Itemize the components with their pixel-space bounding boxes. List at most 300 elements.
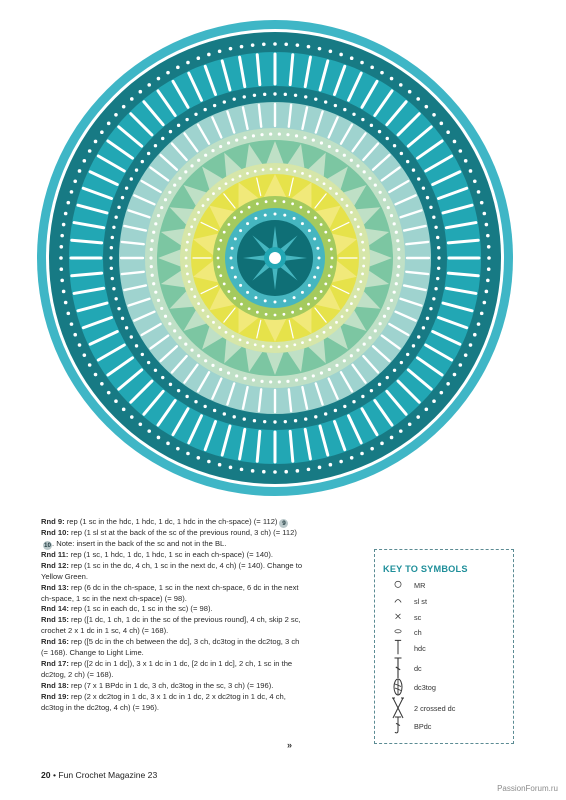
key-label: dc [414, 663, 422, 673]
lace-hole [406, 353, 409, 356]
key-label: dc3tog [414, 682, 436, 692]
lace-hole [284, 420, 287, 423]
lace-hole [252, 379, 255, 382]
lace-hole [313, 276, 316, 279]
lace-hole [194, 113, 197, 116]
key-row [375, 677, 515, 695]
lace-hole [66, 312, 70, 316]
round-instruction [41, 528, 306, 550]
lace-hole [360, 61, 364, 65]
lace-hole [331, 257, 334, 260]
lace-hole [117, 206, 120, 209]
lace-hole [262, 345, 265, 348]
lace-hole [231, 335, 234, 338]
lace-hole [283, 214, 286, 217]
lace-hole [66, 201, 70, 205]
lace-hole [324, 100, 327, 103]
lace-hole [278, 380, 281, 383]
lace-hole [446, 382, 450, 386]
lace-hole [273, 42, 277, 46]
lace-hole [160, 206, 163, 209]
lace-hole [294, 419, 297, 422]
lace-hole [151, 274, 154, 277]
lace-hole [217, 266, 220, 269]
lace-hole [135, 344, 138, 347]
lace-hole [88, 363, 92, 367]
lace-hole [274, 213, 277, 216]
lace-hole [70, 322, 74, 326]
lace-hole [330, 266, 333, 269]
lace-hole [437, 246, 440, 249]
lace-hole [186, 452, 190, 456]
lace-hole [425, 105, 429, 109]
lace-hole [436, 236, 439, 239]
lace-hole [440, 391, 444, 395]
lace-hole [299, 206, 302, 209]
lace-hole [485, 290, 489, 294]
round-instruction [41, 615, 306, 637]
lace-hole [386, 137, 389, 140]
round-label: Rnd 16: [41, 637, 69, 647]
lace-hole [284, 470, 288, 474]
key-label: 2 crossed dc [414, 703, 456, 713]
lace-hole [422, 186, 425, 189]
pattern-instructions [41, 517, 306, 714]
lace-hole [223, 231, 226, 234]
key-label: MR [414, 580, 426, 590]
lace-hole [432, 297, 435, 300]
lace-hole [233, 297, 236, 300]
footer-bullet: • [52, 770, 56, 780]
lace-hole [186, 241, 189, 244]
round-instruction [41, 583, 306, 605]
lace-hole [246, 341, 249, 344]
lace-hole [233, 415, 236, 418]
lace-hole [286, 345, 289, 348]
lace-hole [203, 108, 206, 111]
round-label: Rnd 9: [41, 517, 65, 526]
lace-hole [283, 313, 286, 316]
lace-hole [318, 466, 322, 470]
lace-hole [112, 226, 115, 229]
lace-hole [485, 223, 489, 227]
lace-hole [235, 138, 238, 141]
lace-hole [383, 315, 386, 318]
half-double-crochet-icon [391, 639, 405, 657]
lace-hole [190, 225, 193, 228]
lace-hole [188, 233, 191, 236]
lace-hole [202, 204, 205, 207]
round-instruction [41, 550, 306, 561]
lace-hole [329, 463, 333, 467]
lace-hole [78, 343, 82, 347]
lace-hole [406, 160, 409, 163]
lace-hole [73, 180, 77, 184]
lace-hole [453, 373, 457, 377]
lace-hole [301, 172, 304, 175]
lace-hole [248, 307, 251, 310]
key-label: BPdc [414, 721, 432, 731]
lace-hole [246, 291, 249, 294]
key-label: ch [414, 627, 422, 637]
lace-hole [361, 241, 364, 244]
lace-hole [219, 145, 222, 148]
lace-hole [125, 186, 128, 189]
lace-hole [94, 140, 98, 144]
lace-hole [212, 192, 215, 195]
lace-hole [239, 284, 242, 287]
lace-hole [328, 274, 331, 277]
key-row [375, 717, 515, 735]
round-text: rep ([5 dc in the ch between the dc], 3 ch, dc3tog in the dc2tog, 3 ch (= 168). Change to Light Lime. [41, 637, 300, 658]
lace-hole [251, 43, 255, 47]
lace-hole [185, 118, 188, 121]
lace-hole [483, 301, 487, 305]
lace-hole [240, 468, 244, 472]
key-row [375, 698, 515, 716]
lace-hole [312, 138, 315, 141]
lace-hole [252, 134, 255, 137]
lace-hole [168, 191, 171, 194]
lace-hole [225, 331, 228, 334]
lace-hole [169, 130, 172, 133]
lace-hole [390, 214, 393, 217]
lace-hole [60, 234, 64, 238]
lace-hole [274, 314, 277, 317]
crochet-mandala-photo [35, 18, 515, 498]
lace-hole [212, 321, 215, 324]
lace-hole [286, 380, 289, 383]
lace-hole [329, 326, 332, 329]
lace-hole [329, 49, 333, 53]
lace-hole [160, 307, 163, 310]
lace-hole [368, 177, 371, 180]
lace-hole [240, 45, 244, 49]
lace-hole [361, 395, 364, 398]
lace-hole [301, 291, 304, 294]
lace-hole [217, 248, 220, 251]
lace-hole [235, 374, 238, 377]
lace-hole [254, 296, 257, 299]
lace-hole [157, 77, 161, 81]
lace-hole [197, 354, 200, 357]
round-instruction [41, 659, 306, 681]
lace-hole [139, 90, 143, 94]
lace-hole [154, 144, 157, 147]
lace-hole [260, 380, 263, 383]
lace-hole [307, 210, 310, 213]
lace-hole [188, 280, 191, 283]
lace-hole [59, 256, 63, 260]
lace-hole [386, 376, 389, 379]
lace-hole [151, 239, 154, 242]
lace-hole [152, 282, 155, 285]
lace-hole [166, 442, 170, 446]
page-number: 20 [41, 770, 51, 780]
lace-hole [380, 71, 384, 75]
round-instruction [41, 637, 306, 659]
lace-hole [339, 53, 343, 57]
lace-hole [328, 239, 331, 242]
lace-hole [227, 141, 230, 144]
lace-hole [291, 202, 294, 205]
lace-hole [185, 257, 188, 260]
lace-hole [335, 321, 338, 324]
lace-hole [239, 338, 242, 341]
lace-hole [70, 190, 74, 194]
lace-hole [374, 329, 377, 332]
lace-hole [314, 297, 317, 300]
lace-hole [197, 211, 200, 214]
lace-hole [396, 239, 399, 242]
lace-hole [150, 248, 153, 251]
lace-hole [341, 198, 344, 201]
lace-hole [112, 287, 115, 290]
key-row [375, 658, 515, 676]
lace-hole [109, 256, 112, 259]
lace-hole [329, 187, 332, 190]
round-text: rep (1 sc, 1 hdc, 1 dc, 1 hdc, 1 sc in each ch-space) (= 140). [70, 549, 273, 559]
lace-hole [100, 382, 104, 386]
lace-hole [324, 412, 327, 415]
key-row [375, 639, 515, 657]
lace-hole [480, 201, 484, 205]
lace-hole [114, 113, 118, 117]
lace-hole [320, 371, 323, 374]
lace-hole [184, 343, 187, 346]
lace-hole [219, 274, 222, 277]
lace-hole [356, 349, 359, 352]
lace-hole [161, 376, 164, 379]
lace-hole [168, 322, 171, 325]
lace-hole [166, 71, 170, 75]
lace-hole [111, 236, 114, 239]
lace-hole [207, 53, 211, 57]
lace-hole [417, 177, 420, 180]
lace-hole [295, 134, 298, 137]
lace-hole [422, 326, 425, 329]
center-hole [269, 252, 281, 264]
lace-hole [64, 212, 68, 216]
lace-hole [316, 266, 319, 269]
lace-hole [487, 267, 491, 271]
lace-hole [416, 97, 420, 101]
lace-hole [256, 311, 259, 314]
lace-hole [110, 246, 113, 249]
lace-hole [390, 77, 394, 81]
lace-hole [229, 466, 233, 470]
lace-hole [147, 361, 150, 364]
lace-hole [147, 83, 151, 87]
lace-hole [299, 307, 302, 310]
lace-hole [359, 280, 362, 283]
round-badge: 9 [279, 519, 288, 528]
lace-hole [278, 346, 281, 349]
lace-hole [251, 469, 255, 473]
lace-hole [412, 168, 415, 171]
lace-hole [296, 43, 300, 47]
lace-hole [149, 256, 152, 259]
lace-hole [293, 217, 296, 220]
lace-hole [190, 288, 193, 291]
lace-hole [308, 229, 311, 232]
lace-hole [334, 409, 337, 412]
lace-hole [294, 94, 297, 97]
lace-hole [197, 56, 201, 60]
lace-hole [223, 412, 226, 415]
slip-stitch-icon [391, 594, 405, 608]
lace-hole [487, 256, 491, 260]
lace-hole [318, 257, 321, 260]
round-text-note: . Note: insert in the back of the sc and not in the BL. [52, 538, 227, 548]
lace-hole [426, 317, 429, 320]
lace-hole [62, 290, 66, 294]
lace-hole [273, 92, 276, 95]
lace-hole [399, 429, 403, 433]
lace-hole [60, 279, 64, 283]
round-text: rep (6 dc in the ch-space, 1 sc in the next ch-space, 6 dc in the next ch-space, 1 sc in the next ch-space) (= 98). [41, 582, 299, 603]
lace-hole [157, 299, 160, 302]
lace-hole [176, 447, 180, 451]
lace-hole [121, 317, 124, 320]
lace-hole [314, 216, 317, 219]
lace-hole [211, 364, 214, 367]
lace-hole [231, 178, 234, 181]
lace-hole [328, 368, 331, 371]
lace-hole [154, 222, 157, 225]
lace-hole [464, 353, 468, 357]
lace-hole [173, 184, 176, 187]
lace-hole [197, 159, 200, 162]
lace-hole [408, 90, 412, 94]
key-to-symbols-box [374, 549, 514, 744]
lace-hole [400, 361, 403, 364]
lace-hole [432, 216, 435, 219]
lace-hole [240, 303, 243, 306]
lace-hole [154, 369, 157, 372]
lace-hole [303, 136, 306, 139]
lace-hole [390, 299, 393, 302]
lace-hole [395, 282, 398, 285]
lace-hole [150, 265, 153, 268]
key-title: KEY TO SYMBOLS [383, 564, 468, 574]
round-label: Rnd 10: [41, 528, 69, 537]
lace-hole [440, 122, 444, 126]
lace-hole [453, 140, 457, 144]
lace-hole [432, 113, 436, 117]
lace-hole [274, 301, 277, 304]
lace-hole [307, 303, 310, 306]
lace-hole [231, 247, 234, 250]
lace-hole [335, 149, 338, 152]
lace-hole [473, 333, 477, 337]
lace-hole [243, 95, 246, 98]
lace-hole [429, 307, 432, 310]
lace-hole [110, 267, 113, 270]
lace-hole [270, 346, 273, 349]
lace-hole [117, 307, 120, 310]
round-badge: 10 [43, 541, 51, 549]
lace-hole [379, 191, 382, 194]
lace-hole [186, 272, 189, 275]
round-label: Rnd 13: [41, 582, 69, 592]
lace-hole [446, 130, 450, 134]
lace-hole [309, 175, 312, 178]
lace-hole [469, 343, 473, 347]
lace-hole [197, 456, 201, 460]
lace-hole [227, 223, 230, 226]
round-text: rep (1 sl st at the back of the sc of the previous round, 3 ch) (= 112) [70, 528, 297, 537]
lace-hole [293, 343, 296, 346]
lace-hole [350, 354, 353, 357]
round-text: rep ([2 dc in 1 dc]), 3 x 1 dc in 1 dc, [2 dc in 1 dc], 2 ch, 1 sc in the dc2tog, 2 ch) (= 168). [41, 658, 293, 679]
lace-hole [343, 359, 346, 362]
lace-hole [185, 395, 188, 398]
lace-hole [316, 247, 319, 250]
lace-hole [357, 288, 360, 291]
lace-hole [254, 170, 257, 173]
lace-hole [107, 122, 111, 126]
lace-hole [219, 239, 222, 242]
lace-hole [94, 373, 98, 377]
lace-hole [121, 196, 124, 199]
round-instruction [41, 517, 306, 528]
lace-hole [233, 97, 236, 100]
lace-hole [217, 257, 220, 260]
lace-hole [320, 223, 323, 226]
lace-hole [135, 168, 138, 171]
lace-hole [323, 331, 326, 334]
round-label: Rnd 15: [41, 615, 69, 625]
lace-hole [483, 212, 487, 216]
lace-hole [350, 456, 354, 460]
lace-hole [437, 256, 440, 259]
lace-hole [320, 141, 323, 144]
lace-hole [350, 56, 354, 60]
lace-hole [387, 307, 390, 310]
magazine-name: Fun Crochet Magazine 23 [58, 770, 158, 780]
lace-hole [204, 154, 207, 157]
lace-hole [436, 277, 439, 280]
lace-hole [190, 164, 193, 167]
lace-hole [293, 170, 296, 173]
lace-hole [412, 344, 415, 347]
lace-hole [360, 452, 364, 456]
lace-hole [487, 245, 491, 249]
lace-hole [248, 206, 251, 209]
lace-hole [239, 175, 242, 178]
lace-hole [286, 168, 289, 171]
round-label: Rnd 18: [41, 680, 69, 690]
lace-hole [130, 415, 134, 419]
lace-hole [346, 204, 349, 207]
lace-hole [352, 400, 355, 403]
lace-hole [186, 61, 190, 65]
lace-hole [301, 222, 304, 225]
lace-hole [262, 168, 265, 171]
lace-hole [262, 470, 266, 474]
page-footer [41, 770, 157, 780]
lace-hole [111, 277, 114, 280]
single-crochet-icon [391, 610, 405, 624]
lace-hole [263, 420, 266, 423]
lace-hole [434, 226, 437, 229]
lace-hole [378, 130, 381, 133]
lace-hole [253, 419, 256, 422]
lace-hole [374, 184, 377, 187]
lace-hole [356, 164, 359, 167]
round-instruction [41, 561, 306, 583]
